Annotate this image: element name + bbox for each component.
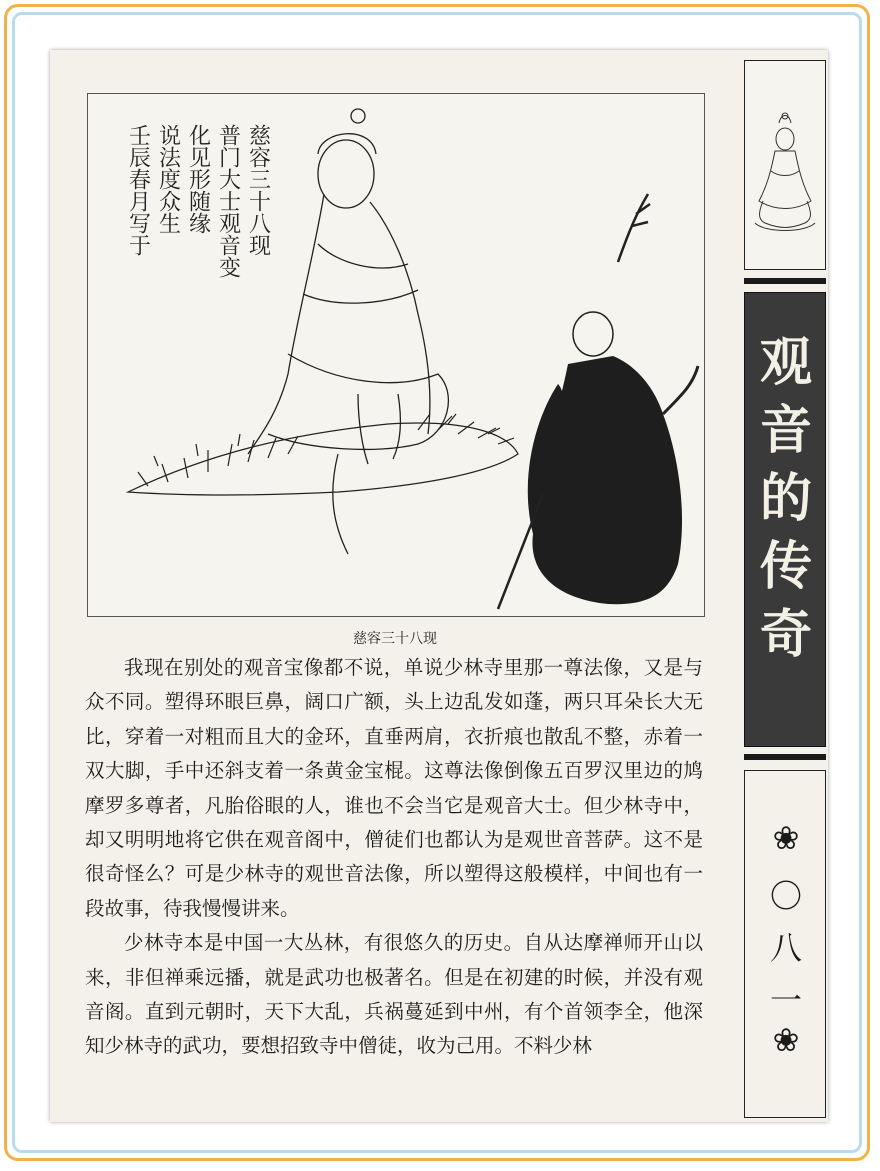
inscription [126,124,271,278]
grass-mound [128,414,518,495]
book-title-char-5: 奇 [759,604,812,665]
illustration-guanyin [87,93,705,617]
inscription-col-4: 说法度众生 [155,124,181,234]
sidebar-rule-top [744,278,826,284]
page-number-flower-bottom: ❀ [772,1021,800,1059]
page-number-digit-2: 八 [769,929,802,967]
paragraph-2: 少林寺本是中国一大丛林，有很悠久的历史。自从达摩禅师开山以来，非但禅乘远播，就是武功也极著名。但是在初建的时候，并没有观音阁。直到元朝时，天下大乱，兵祸蔓延到中州，有个首领李全，他深知少林寺的武功，要想招致寺中僧徒，收为己用。不料少林 [85,931,703,1058]
page-number-flower-top: ❀ [772,819,800,857]
guanyin-figure [245,109,448,554]
page-number-box [744,770,826,1118]
inscription-col-1: 慈容三十八现 [245,124,271,256]
body-text [85,651,703,1064]
book-page [50,50,828,1122]
guanyin-emblem-icon [745,61,824,268]
book-title-box [744,292,826,747]
book-title-char-4: 传 [759,536,812,597]
inscription-col-5: 壬辰春月写于 [125,124,151,256]
book-title-char-3: 的 [759,468,812,529]
illustration-caption: 慈容三十八现 [353,631,437,647]
paragraph-1: 我现在别处的观音宝像都不说，单说少林寺里那一尊法像，又是与众不同。塑得环眼巨鼻，阔口广额，头上边乱发如蓬，两只耳朵长大无比，穿着一对粗而且大的金环，直垂两肩，衣折痕也散乱不整，赤着一双大脚，手中还斜支着一条黄金宝棍。这尊法像倒像五百罗汉里边的鸠摩罗多尊者，凡胎俗眼的人，谁也不会当它是观音大士。但少林寺中，却又明明地将它供在观音阁中，僧徒们也都认为是观世音菩萨。这不是很奇怪么？可是少林寺的观世音法像，所以塑得这般模样，中间也有一段故事，待我慢慢讲来。 [85,656,703,920]
book-title-char-2: 音 [759,400,812,461]
book-title-char-1: 观 [759,332,812,393]
inscription-col-3: 化见形随缘 [185,124,211,234]
sidebar-rule-bottom [744,754,826,760]
line-drawing [88,94,704,616]
page-number-digit-1: 〇 [769,877,802,915]
monk-figure [498,194,698,609]
page-number-digit-3: 一 [769,981,802,1019]
guanyin-emblem-box [744,60,826,270]
inscription-col-2: 普门大士观音变 [215,124,241,278]
